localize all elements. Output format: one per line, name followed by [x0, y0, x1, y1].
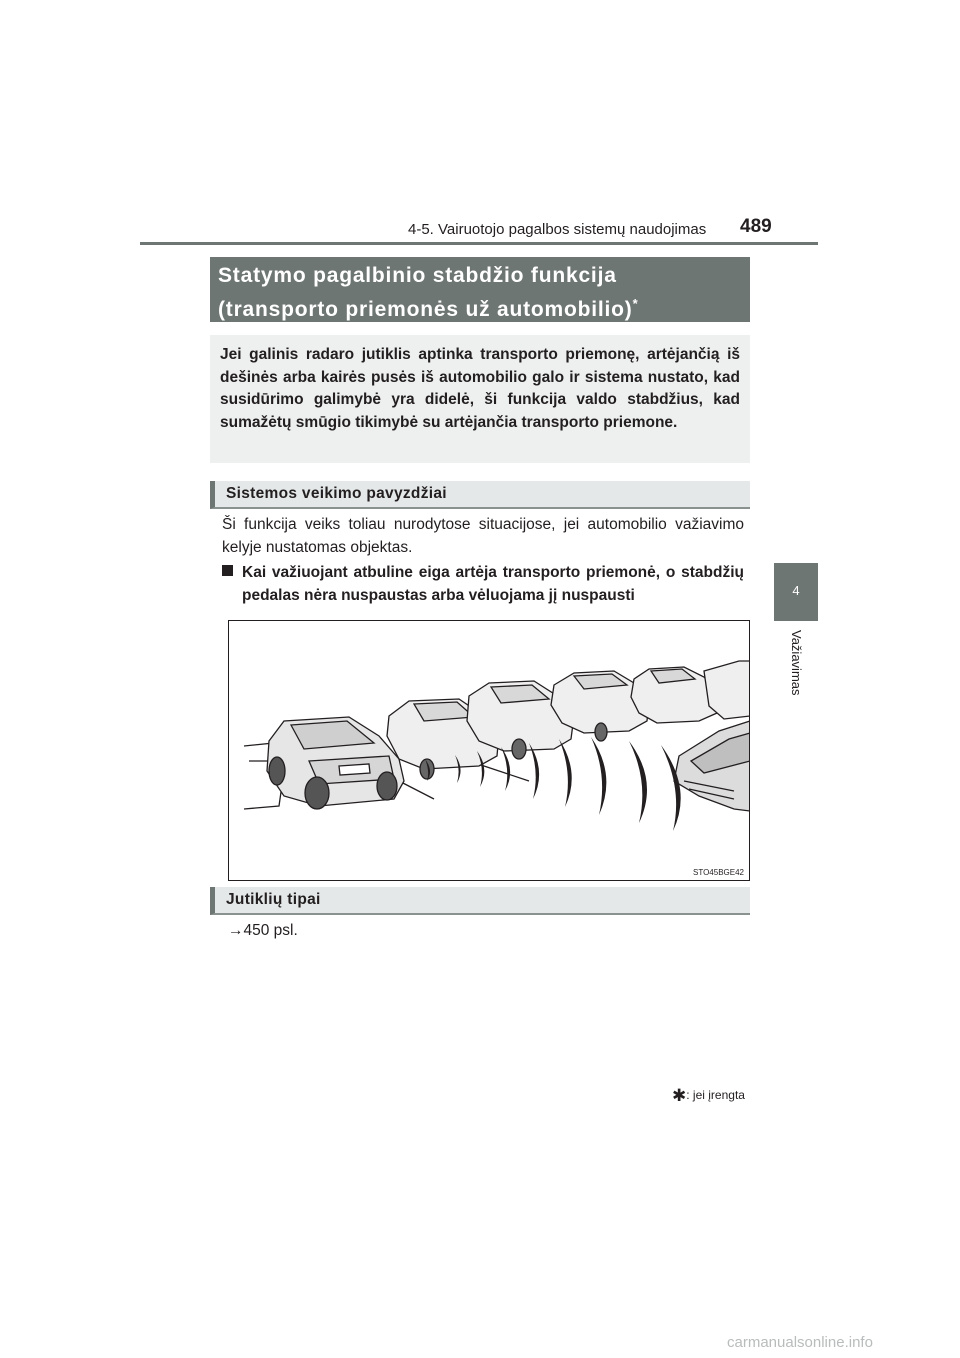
page-reference: →450 psl. [228, 922, 298, 939]
title-line-2: (transporto priemonės už automobilio) [218, 298, 633, 321]
section-heading-sensor-types-text: Jutiklių tipai [226, 891, 321, 908]
footnote [672, 1086, 745, 1106]
watermark: carmanualsonline.info [727, 1334, 873, 1351]
chapter-name [786, 630, 806, 720]
bullet-text: Kai važiuojant atbuline eiga artėja transporto priemonė, o stabdžių pedalas nėra nuspaustas arba vėluojama jį nuspausti [242, 564, 744, 604]
body-paragraph: Ši funkcija veiks toliau nurodytose situacijose, jei automobilio važiavimo kelyje nustatomas objektas. [222, 516, 744, 556]
chapter-tab [774, 563, 818, 621]
page-title-box [210, 257, 750, 322]
section-heading-examples [210, 481, 750, 509]
title-footnote-marker: * [632, 296, 639, 311]
chapter-name-text: Važiavimas [789, 630, 804, 696]
footnote-asterisk-icon: ✱ [672, 1086, 687, 1105]
section-heading-sensor-types [210, 887, 750, 915]
figure-code: STO45BGE42 [693, 868, 744, 877]
chapter-number: 4 [792, 583, 800, 598]
header-rule [140, 242, 818, 245]
square-bullet-icon [222, 565, 233, 576]
page-title [218, 262, 638, 324]
section-path: 4-5. Vairuotojo pagalbos sistemų naudojimas [408, 221, 707, 238]
intro-box [210, 335, 750, 463]
parking-illustration [228, 620, 750, 881]
parking-scene-svg [229, 621, 750, 881]
intro-text: Jei galinis radaro jutiklis aptinka transporto priemonę, artėjančią iš dešinės arba kairės pusės iš automobilio galo ir sistema nustato, kad susidūrimo galimybė yra didelė, ši funkcija valdo stabdžius, kad sumažėtų smūgio tikimybė su artėjančia transporto priemone. [220, 346, 740, 431]
footnote-text: : jei įrengta [686, 1088, 745, 1102]
page-number: 489 [740, 216, 772, 237]
section-heading-examples-text: Sistemos veikimo pavyzdžiai [226, 485, 447, 502]
title-line-1: Statymo pagalbinio stabdžio funkcija [218, 264, 617, 287]
